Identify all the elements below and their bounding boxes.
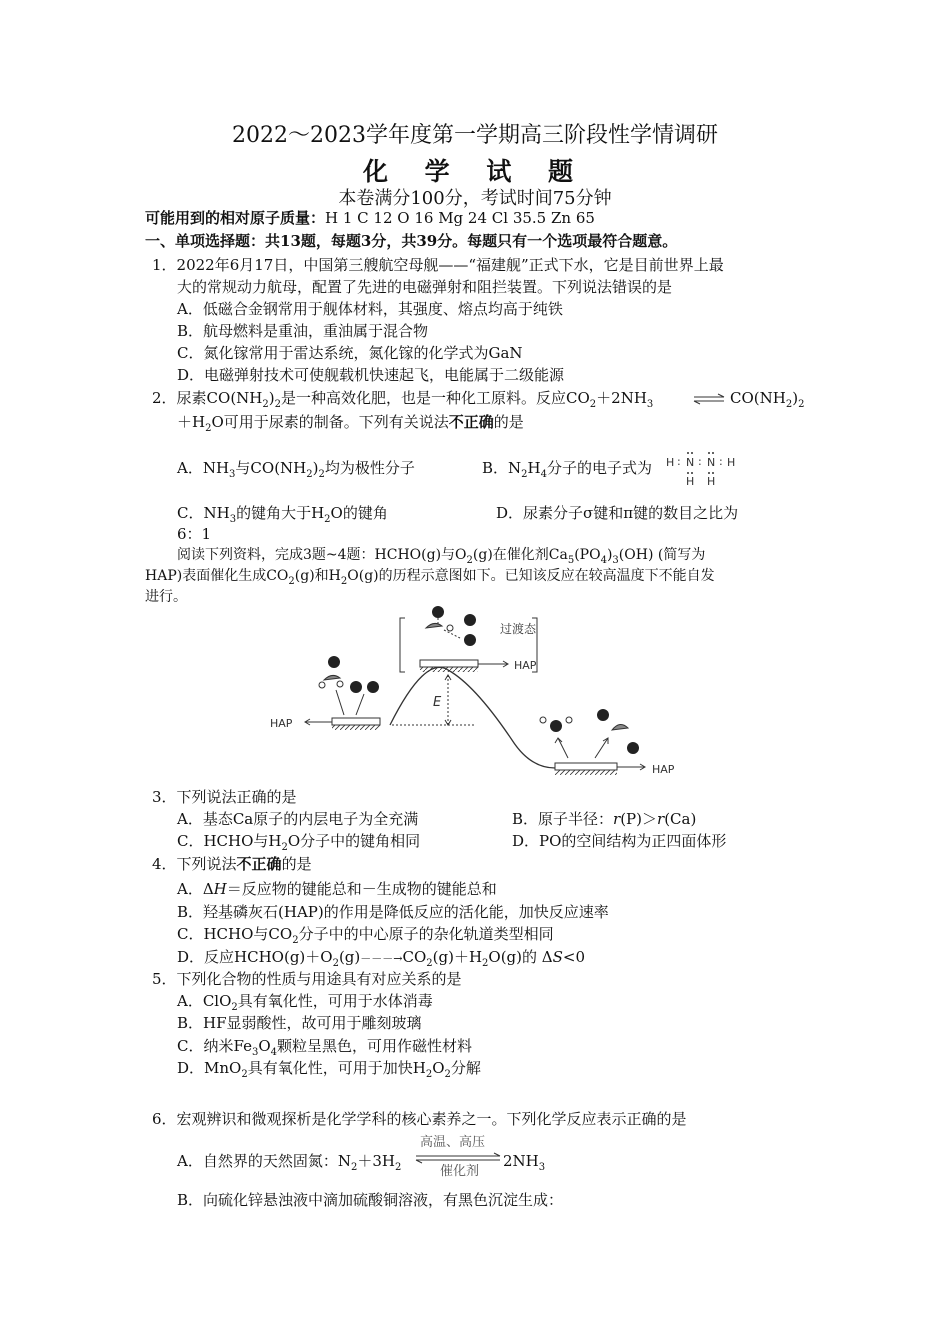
reaction-pathway-diagram (260, 600, 700, 785)
q3-option-d: D．PO的空间结构为正四面体形 (512, 832, 727, 850)
atomic-mass-label: 可能用到的相对原子质量： (145, 209, 326, 227)
q4-emphasis: 不正确 (236, 855, 282, 873)
q4-option-b: B．羟基磷灰石(HAP)的作用是降低反应的活化能，加快反应速率 (177, 903, 609, 921)
reading-line1: 阅读下列资料，完成3题~4题：HCHO(g)与$O_2(g)$在催化剂$Ca_5(PO_4)_3(OH)$ (简写为 (177, 547, 706, 566)
q1-stem-line2: 大的常规动力航母，配置了先进的电磁弹射和阻拦装置。下列说法错误的是 (177, 278, 673, 296)
atomic-mass-values: H 1 C 12 O 16 Mg 24 Cl 35.5 Zn 65 (325, 209, 595, 227)
svg-text:N: N (686, 456, 695, 469)
surface-right (555, 763, 617, 770)
atomic-mass-line (145, 207, 595, 229)
equilibrium-arrow-icon (690, 392, 728, 406)
q6-condition-bottom: 催化剂 (440, 1164, 480, 1179)
svg-text:N: N (707, 456, 716, 469)
q2-stem-line1: 2．尿素$CO(NH_2)_2$是一种高效化肥，也是一种化工原料。反应$CO_2+2NH_3$ (152, 389, 654, 410)
surface-left (332, 718, 380, 725)
q4-option-d: D．反应$HCHO(g)+O_2(g)---\to CO_2(g)+H_2O(g)$的 ΔS<0 (177, 948, 586, 969)
svg-text:H: H (686, 475, 695, 488)
svg-text:H: H (727, 456, 736, 469)
q2-option-d-ratio: 6：1 (177, 525, 212, 543)
q3-option-c: C．HCHO与$H_2O$分子中的键角相同 (177, 832, 421, 853)
svg-text:H: H (707, 475, 716, 488)
energy-label: E (433, 695, 442, 710)
svg-text::: : (677, 455, 681, 468)
q6-stem: 6．宏观辨识和微观探析是化学学科的核心素养之一。下列化学反应表示正确的是 (152, 1110, 687, 1128)
q2-stem-line2: $+H_2O$可用于尿素的制备。下列有关说法不正确的是 (177, 413, 524, 434)
energy-curve (390, 667, 555, 768)
hap-label-top: HAP (514, 659, 537, 672)
q1-option-b: B．航母燃料是重油，重油属于混合物 (177, 322, 429, 340)
q1-stem-line1: 1．2022年6月17日，中国第三艘航空母舰——“福建舰”正式下水，它是目前世界上最 (152, 256, 724, 274)
svg-text::: : (719, 455, 723, 468)
q2-option-a: A．$NH_3$与$CO(NH_2)_2$均为极性分子 (177, 459, 415, 480)
q2-stem-product: $CO(NH_2)_2$ (730, 389, 805, 410)
q1-option-d: D．电磁弹射技术可使舰载机快速起飞，电能属于二级能源 (177, 366, 565, 384)
q2-emphasis: 不正确 (448, 413, 494, 431)
q6-condition-top: 高温、高压 (420, 1135, 486, 1150)
svg-text::: : (698, 455, 702, 468)
n2h4-electron-formula (664, 448, 748, 490)
q3-option-b: B．原子半径：r(P)＞r(Ca) (512, 810, 697, 828)
q6-option-a: A．自然界的天然固氮：$N_2+3H_2$ (177, 1152, 402, 1173)
q2-option-c: C．$NH_3$的键角大于$H_2O$的键角 (177, 504, 388, 525)
q5-stem: 5．下列化合物的性质与用途具有对应关系的是 (152, 970, 462, 988)
q4-stem: 4．下列说法不正确的是 (152, 855, 312, 873)
q3-stem: 3．下列说法正确的是 (152, 788, 297, 806)
q6-option-b: B．向硫化锌悬浊液中滴加硫酸铜溶液，有黑色沉淀生成： (177, 1191, 564, 1209)
q2-option-d: D．尿素分子σ键和π键的数目之比为 (496, 504, 739, 522)
reading-line2: HAP)表面催化生成$CO_2(g)$和$H_2O(g)$的历程示意图如下。已知该反应在较高温度下不能自发 (145, 568, 715, 587)
q5-option-d: D．MnO$_2$具有氧化性，可用于加快$H_2O_2$分解 (177, 1059, 481, 1080)
q4-option-c: C．HCHO与$CO_2$分子中的中心原子的杂化轨道类型相同 (177, 925, 554, 946)
q1-option-c: C．氮化镓常用于雷达系统，氮化镓的化学式为GaN (177, 344, 523, 362)
q2-option-b: B．$N_2H_4$分子的电子式为 (482, 459, 653, 480)
q5-option-c: C．纳米$Fe_3O_4$颗粒呈黑色，可用作磁性材料 (177, 1037, 473, 1058)
section1-heading: 一、单项选择题：共13题，每题3分，共39分。每题只有一个选项最符合题意。 (145, 232, 678, 250)
surface-transition (420, 660, 478, 667)
exam-title: 2022～2023学年度第一学期高三阶段性学情调研 (232, 123, 718, 148)
q6-option-a-product: $2NH_3$ (503, 1152, 546, 1173)
hap-label-right: HAP (652, 763, 675, 776)
q4-option-a: A．ΔH＝反应物的键能总和－生成物的键能总和 (177, 880, 497, 898)
q5-option-a: A．ClO$_2$具有氧化性，可用于水体消毒 (177, 992, 433, 1013)
q3-option-a: A．基态Ca原子的内层电子为全充满 (177, 810, 419, 828)
q5-option-b: B．HF显弱酸性，故可用于雕刻玻璃 (177, 1014, 422, 1032)
subject-title: 化 学 试 题 (362, 157, 588, 186)
exam-info: 本卷满分100分，考试时间75分钟 (338, 188, 612, 209)
svg-text:H: H (666, 456, 675, 469)
transition-state-label: 过渡态 (500, 622, 537, 636)
hap-label-left: HAP (270, 717, 293, 730)
reading-line3: 进行。 (145, 589, 187, 605)
q1-option-a: A．低磁合金钢常用于舰体材料，其强度、熔点均高于纯铁 (177, 300, 563, 318)
